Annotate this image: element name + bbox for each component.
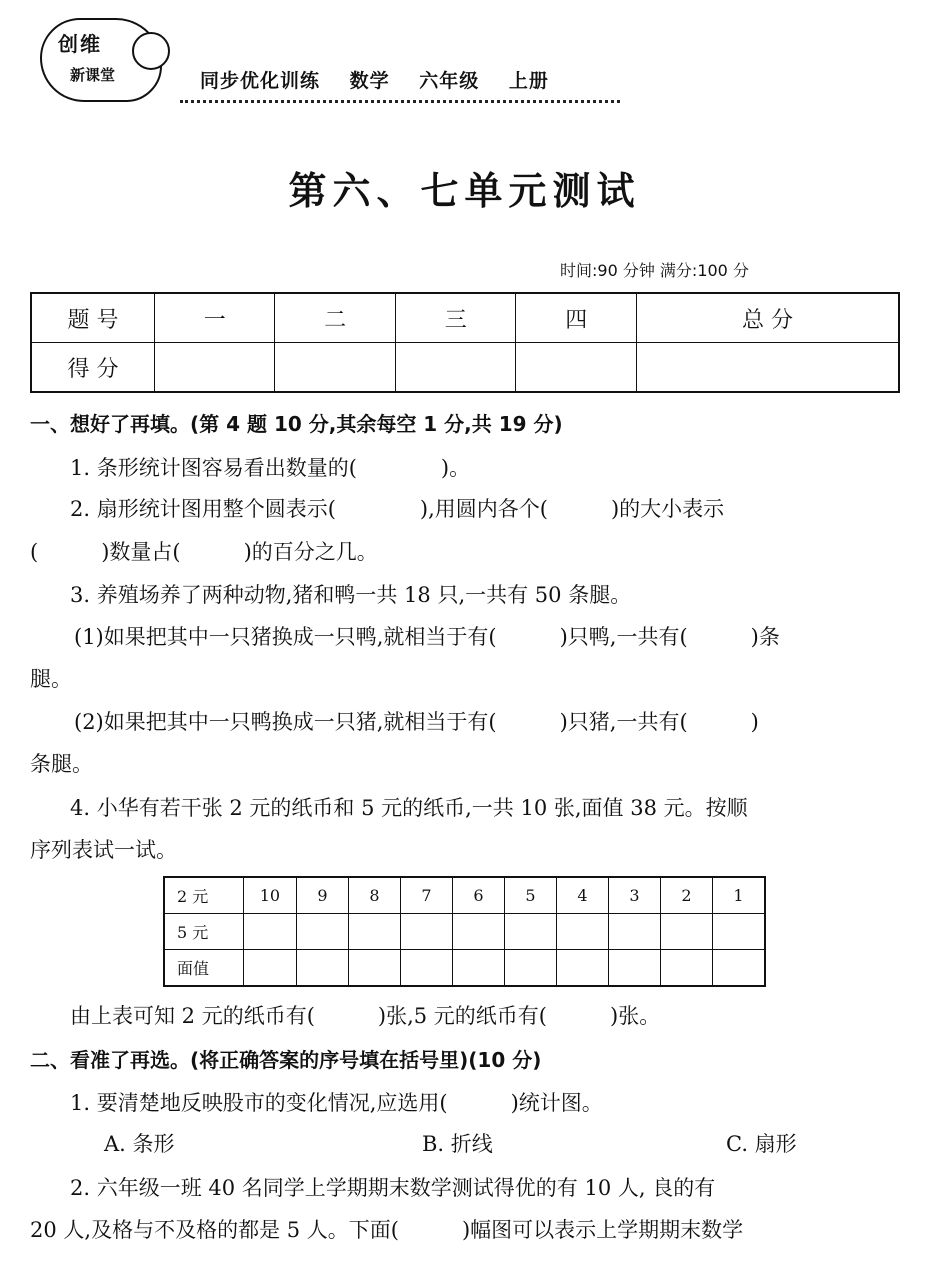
money-row-5yuan [164,914,765,950]
money-cell: 1 [712,877,765,914]
money-row-label: 5 元 [164,914,243,950]
money-input-cell[interactable] [452,950,504,987]
exam-meta: 时间:90 分钟 满分:100 分 [560,261,749,280]
s1-question-3-2-line2: 条腿。 [30,752,93,776]
money-cell: 4 [556,877,608,914]
score-input-cell[interactable] [516,343,636,393]
section-1-heading: 一、想好了再填。(第 4 题 10 分,其余每空 1 分,共 19 分) [30,412,563,436]
series-name: 同步优化训练 [200,70,321,92]
money-cell: 7 [400,877,452,914]
money-input-cell[interactable] [452,914,504,950]
money-input-cell[interactable] [243,914,296,950]
s1-question-3: 3. 养殖场养了两种动物,猪和鸭一共 18 只,一共有 50 条腿。 [70,583,632,607]
s2-q1-option-a: A. 条形 [104,1132,175,1156]
s1-question-2-line1: 2. 扇形统计图用整个圆表示( ),用圆内各个( )的大小表示 [70,497,725,521]
s2-question-2-line1: 2. 六年级一班 40 名同学上学期期末数学测试得优的有 10 人, 良的有 [70,1176,716,1200]
money-input-cell[interactable] [504,914,556,950]
money-cell: 6 [452,877,504,914]
score-header-cell: 二 [275,293,395,343]
subject-name: 数学 [349,70,390,92]
money-row-label: 2 元 [164,877,243,914]
money-cell: 10 [243,877,296,914]
money-input-cell[interactable] [400,950,452,987]
header-divider [180,100,620,103]
money-row-2yuan [164,877,765,914]
grade-name: 六年级 [419,70,480,92]
volume-name: 上册 [508,70,549,92]
money-table [163,876,766,987]
money-cell: 9 [296,877,348,914]
money-cell: 8 [348,877,400,914]
score-table [30,292,900,393]
score-header-cell: 题 号 [31,293,155,343]
score-input-cell[interactable] [155,343,275,393]
money-row-label: 面值 [164,950,243,987]
score-table-header-row [31,293,899,343]
s1-question-4-conclusion: 由上表可知 2 元的纸币有( )张,5 元的纸币有( )张。 [70,1004,661,1028]
s1-question-3-1-line2: 腿。 [30,667,72,691]
money-input-cell[interactable] [296,950,348,987]
book-header [200,66,571,93]
money-input-cell[interactable] [556,950,608,987]
s1-question-2-line2: ( )数量占( )的百分之几。 [30,540,378,564]
money-input-cell[interactable] [243,950,296,987]
money-input-cell[interactable] [712,950,765,987]
money-input-cell[interactable] [400,914,452,950]
money-input-cell[interactable] [296,914,348,950]
score-input-cell[interactable] [636,343,899,393]
score-table-score-row [31,343,899,393]
money-input-cell[interactable] [348,950,400,987]
money-input-cell[interactable] [504,950,556,987]
money-input-cell[interactable] [712,914,765,950]
logo-text-main: 创维 [58,32,102,56]
money-input-cell[interactable] [608,950,660,987]
money-input-cell[interactable] [660,914,712,950]
s2-question-2-line2: 20 人,及格与不及格的都是 5 人。下面( )幅图可以表示上学期期末数学 [30,1218,744,1242]
s1-question-3-1-line1: (1)如果把其中一只猪换成一只鸭,就相当于有( )只鸭,一共有( )条 [74,625,780,649]
s2-q1-option-b: B. 折线 [422,1132,493,1156]
section-2-heading: 二、看准了再选。(将正确答案的序号填在括号里)(10 分) [30,1048,542,1072]
s2-q1-option-c: C. 扇形 [726,1132,797,1156]
money-cell: 5 [504,877,556,914]
s1-question-3-2-line1: (2)如果把其中一只鸭换成一只猪,就相当于有( )只猪,一共有( ) [74,710,759,734]
money-input-cell[interactable] [556,914,608,950]
brand-logo [40,12,168,102]
score-header-cell: 总 分 [636,293,899,343]
s2-question-1: 1. 要清楚地反映股市的变化情况,应选用( )统计图。 [70,1091,603,1115]
money-row-total [164,950,765,987]
logo-mascot-icon [132,32,170,70]
score-input-cell[interactable] [395,343,515,393]
score-input-cell[interactable] [275,343,395,393]
s1-question-1: 1. 条形统计图容易看出数量的( )。 [70,456,471,480]
money-input-cell[interactable] [660,950,712,987]
s1-question-4-line1: 4. 小华有若干张 2 元的纸币和 5 元的纸币,一共 10 张,面值 38 元。按顺 [70,796,748,820]
score-header-cell: 一 [155,293,275,343]
money-input-cell[interactable] [608,914,660,950]
page-title: 第六、七单元测试 [288,168,641,213]
money-cell: 2 [660,877,712,914]
money-cell: 3 [608,877,660,914]
score-header-cell: 四 [516,293,636,343]
score-header-cell: 三 [395,293,515,343]
money-input-cell[interactable] [348,914,400,950]
score-row-label: 得 分 [31,343,155,393]
s1-question-4-line2: 序列表试一试。 [30,838,177,862]
logo-text-sub: 新课堂 [70,66,116,84]
